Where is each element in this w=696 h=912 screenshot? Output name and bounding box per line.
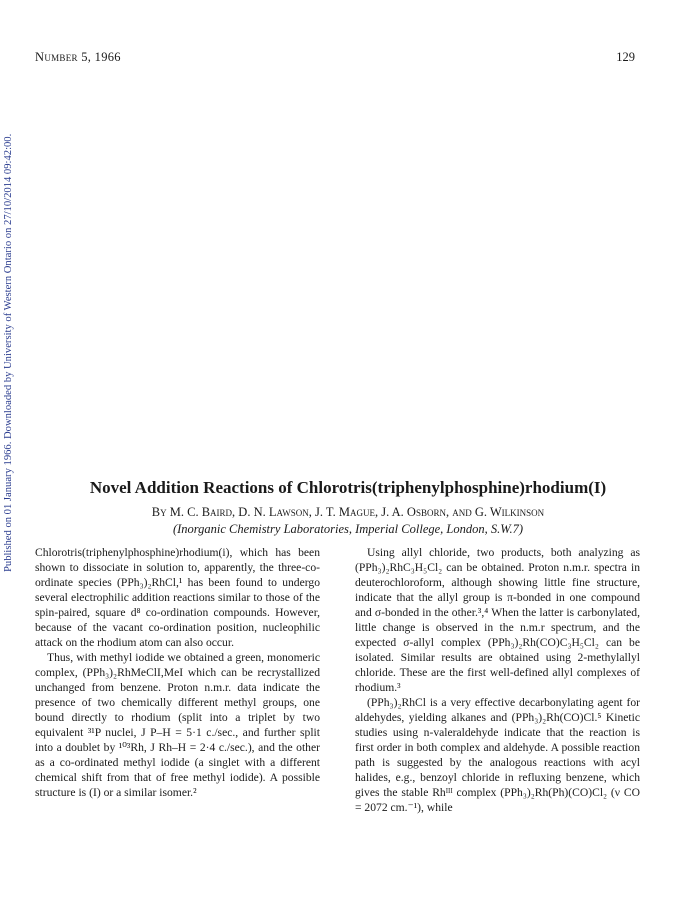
page-number: 129 (616, 50, 635, 64)
sidebar-download-text[interactable]: Published on 01 January 1966. Downloaded by University of Western Ontario on 27/10/2014 09:42:00. (3, 133, 14, 572)
left-column (35, 545, 320, 800)
article-authors: By M. C. Baird, D. N. Lawson, J. T. Mague, J. A. Osborn, and G. Wilkinson (151, 505, 545, 519)
paragraph: (PPh₃)₂RhCl is a very effective decarbonylating agent for aldehydes, yielding alkanes and (PPh₃)₂Rh(CO)Cl.⁵ Kinetic studies using n-valeraldehyde indicate that the reaction is first order in both complex and aldehyde. A possible reaction path is suggested by the analogous reactions with acyl halides, e.g., benzoyl chloride in refluxing benzene, which gives the stable Rhᴵᴵᴵ complex (PPh₃)₂Rh(Ph)(CO)Cl₂ (ν CO = 2072 cm.⁻¹), while (355, 696, 640, 814)
right-column (355, 545, 640, 815)
journal-issue: Number 5, 1966 (35, 50, 121, 64)
article-affiliation: (Inorganic Chemistry Laboratories, Imperial College, London, S.W.7) (172, 522, 524, 536)
paragraph: Using allyl chloride, two products, both analyzing as (PPh₃)₂RhC₃H₅Cl₂ can be obtained. Proton n.m.r. spectra in deuterochloroform, although showing little fine structure, indicate that the allyl group is π-bonded in one compound and σ-bonded in the other.³,⁴ When the latter is carbonylated, little change is observed in the n.m.r spectrum, and the expected σ-allyl complex (PPh₃)₂Rh(CO)C₃H₅Cl₂ can be isolated. Similar results are obtained using 2-methylallyl chloride. These are the first well-defined allyl complexes of rhodium.³ (355, 546, 640, 694)
paragraph: Chlorotris(triphenylphosphine)rhodium(i), which has been shown to dissociate in solution to, apparently, the three-co-ordinate species (PPh₃)₂RhCl,¹ has been found to undergo several electrophilic addition reactions similar to those of the spin-paired, square d⁸ co-ordination compounds. However, because of the vacant co-ordination position, nucleophilic attack on the rhodium atom can also occur. (35, 546, 320, 649)
paragraph: Thus, with methyl iodide we obtained a green, monomeric complex, (PPh₃)₂RhMeClI,MeI which can be recrystallized unchanged from benzene. Proton n.m.r. data indicate the presence of two chemically different methyl groups, one bound directly to rhodium (split into a triplet by two equivalent ³¹P nuclei, J P–H = 5·1 c./sec., and further split into a doublet by ¹⁰³Rh, J Rh–H = 2·4 c./sec.), and the other as a co-ordinated methyl iodide (a singlet with a different chemical shift from that of free methyl iodide). A possible structure is (I) or a similar isomer.² (35, 651, 320, 799)
article-title: Novel Addition Reactions of Chlorotris(triphenylphosphine)rhodium(I) (89, 478, 607, 497)
